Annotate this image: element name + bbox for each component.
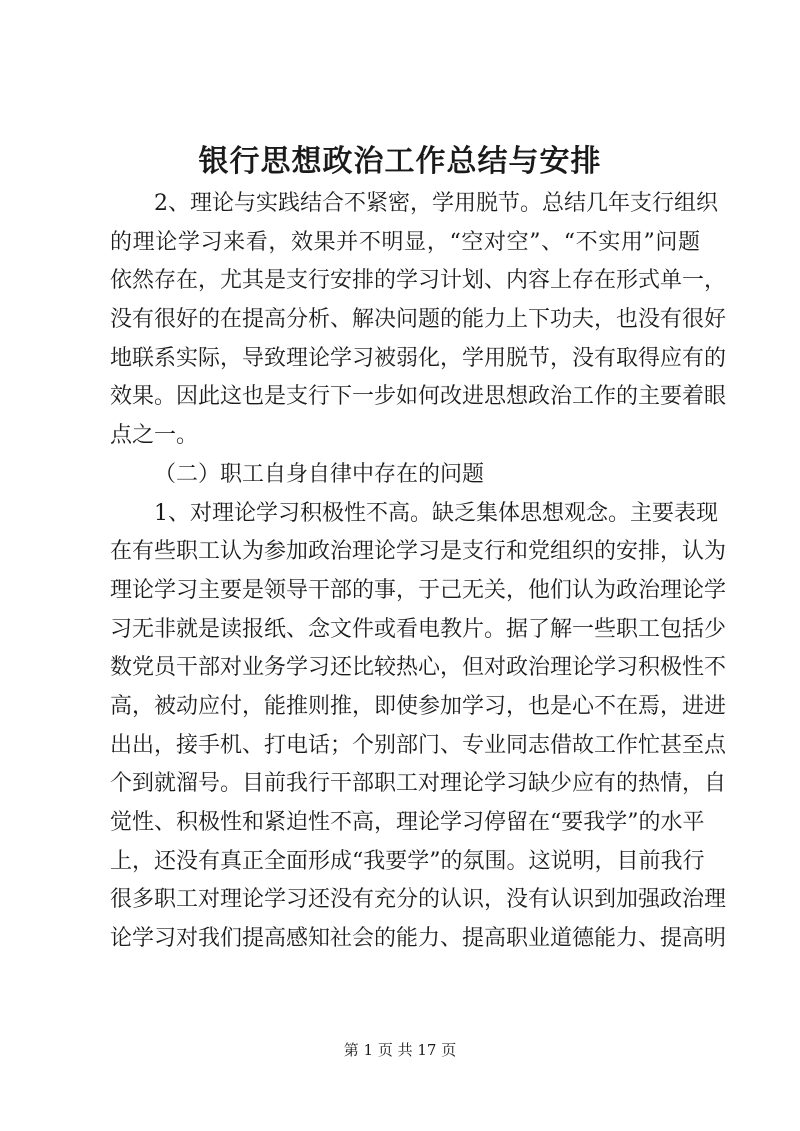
paragraph-line: 理论学习主要是领导干部的事，于己无关，他们认为政治理论学	[110, 577, 727, 603]
paragraph-line: 论学习对我们提高感知社会的能力、提高职业道德能力、提高明	[110, 926, 727, 952]
paragraph-line: 上，还没有真正全面形成“我要学”的氛围。这说明，目前我行	[110, 848, 705, 874]
paragraph-line: 1、对理论学习积极性不高。缺乏集体思想观念。主要表现	[154, 500, 718, 526]
page-title: 银行思想政治工作总结与安排	[198, 144, 602, 179]
paragraph-line: 在有些职工认为参加政治理论学习是支行和党组织的安排，认为	[110, 539, 727, 565]
paragraph-line: 点之一。	[110, 423, 199, 449]
page-number-footer: 第 1 页 共 17 页	[343, 1041, 457, 1059]
paragraph-line: 的理论学习来看，效果并不明显，“空对空”、“不实用”问题	[110, 229, 700, 255]
section-heading: （二）职工自身自律中存在的问题	[154, 461, 485, 487]
paragraph-line: 觉性、积极性和紧迫性不高，理论学习停留在“要我学”的水平	[110, 810, 705, 835]
paragraph-line: 没有很好的在提高分析、解决问题的能力上下功夫，也没有很好	[110, 307, 727, 333]
paragraph-line: 依然存在，尤其是支行安排的学习计划、内容上存在形式单一，	[110, 268, 727, 294]
paragraph-line: 数党员干部对业务学习还比较热心，但对政治理论学习积极性不	[110, 655, 727, 681]
paragraph-line: 很多职工对理论学习还没有充分的认识，没有认识到加强政治理	[110, 887, 727, 913]
paragraph-line: 习无非就是读报纸、念文件或看电教片。据了解一些职工包括少	[110, 616, 727, 642]
document-body	[110, 185, 727, 959]
paragraph-line: 出出，接手机、打电话；个别部门、专业同志借故工作忙甚至点	[110, 732, 727, 758]
paragraph-line: 2、理论与实践结合不紧密，学用脱节。总结几年支行组织	[154, 191, 718, 216]
paragraph-line: 个到就溜号。目前我行干部职工对理论学习缺少应有的热情，自	[110, 771, 727, 797]
paragraph-line: 地联系实际，导致理论学习被弱化，学用脱节，没有取得应有的	[110, 345, 727, 371]
paragraph-line: 效果。因此这也是支行下一步如何改进思想政治工作的主要着眼	[110, 384, 727, 410]
paragraph-line: 高，被动应付，能推则推，即使参加学习，也是心不在焉，进进	[110, 693, 727, 719]
